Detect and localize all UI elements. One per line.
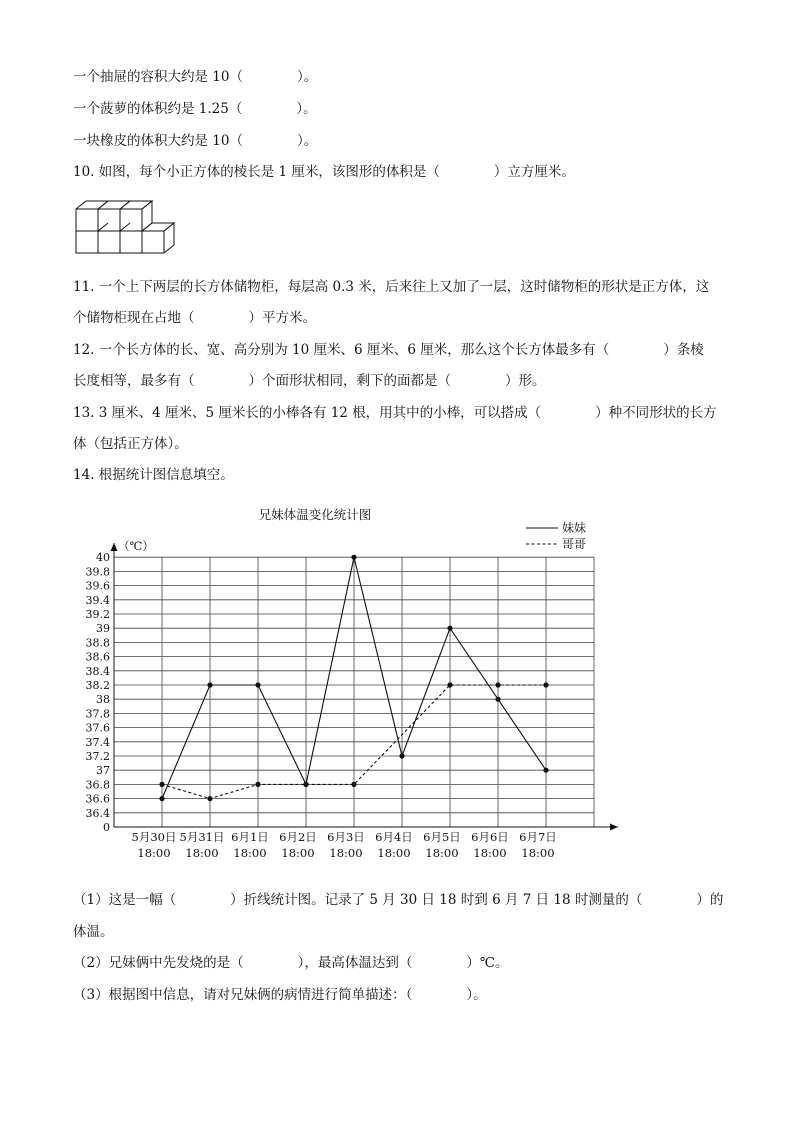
text-line-10: 体（包括正方体）。	[73, 436, 188, 452]
x-tick-label: 18:00	[281, 846, 315, 860]
data-point	[207, 796, 212, 801]
text-line-3: 一块橡皮的体积大约是 10（ ）。	[73, 133, 318, 149]
x-tick-label: 6月4日	[375, 830, 413, 844]
y-tick-label: 37.8	[85, 707, 110, 721]
text-line-9: 13. 3 厘米、4 厘米、5 厘米长的小棒各有 12 根，用其中的小棒，可以搭成（ ）种不同形状的长方	[73, 405, 717, 421]
data-point	[159, 796, 164, 801]
x-tick-label: 18:00	[185, 846, 219, 860]
y-tick-label: 37.4	[85, 735, 110, 749]
y-tick-label: 36.4	[85, 806, 110, 820]
x-axis-arrow	[610, 824, 618, 831]
x-tick-label: 18:00	[329, 846, 363, 860]
y-tick-label: 37.2	[85, 750, 110, 763]
text-line-5: 11. 一个上下两层的长方体储物柜，每层高 0.3 米，后来往上又加了一层，这时储物柜的形状是正方体，这	[73, 279, 710, 295]
x-tick-label: 18:00	[521, 846, 555, 860]
y-tick-label: 37.6	[85, 721, 110, 735]
text-line-11: 14. 根据统计图信息填空。	[73, 467, 234, 483]
x-tick-label: 6月7日	[519, 830, 557, 844]
y-tick-label: 36.8	[85, 778, 110, 792]
y-tick-label: 37	[96, 764, 110, 778]
legend-label-2: 哥哥	[562, 537, 587, 551]
data-point	[495, 682, 500, 687]
y-axis-arrow	[111, 543, 118, 551]
text-line-1: 一个抽屉的容积大约是 10（ ）。	[73, 69, 318, 85]
data-point	[399, 753, 404, 758]
text-line-4: 10. 如图，每个小正方体的棱长是 1 厘米，该图形的体积是（ ）立方厘米。	[73, 164, 575, 180]
text-line-13: 体温。	[73, 924, 114, 940]
text-line-2: 一个菠萝的体积约是 1.25（ ）。	[73, 101, 317, 117]
data-point	[255, 682, 260, 687]
text-line-15: （3）根据图中信息，请对兄妹俩的病情进行简单描述：（ ）。	[73, 987, 487, 1003]
data-point	[351, 555, 356, 560]
x-tick-label: 6月5日	[423, 830, 461, 844]
chart-title: 兄妹体温变化统计图	[258, 507, 372, 522]
data-point	[447, 626, 452, 631]
y-tick-label: 39.4	[85, 593, 110, 607]
y-tick-label: 40	[96, 551, 110, 565]
y-tick-label: 36.6	[85, 792, 110, 806]
text-line-7: 12. 一个长方体的长、宽、高分别为 10 厘米、6 厘米、6 厘米，那么这个长方体最多有（ ）条棱	[73, 342, 704, 358]
y-tick-label: 39.2	[85, 608, 110, 621]
data-point	[255, 782, 260, 787]
y-tick-label: 38.6	[85, 650, 110, 664]
x-tick-label: 18:00	[137, 846, 171, 860]
text-line-8: 长度相等，最多有（ ）个面形状相同，剩下的面都是（ ）形。	[73, 373, 546, 389]
legend-label-1: 妹妹	[562, 521, 587, 535]
x-tick-label: 18:00	[377, 846, 411, 860]
x-tick-label: 6月1日	[231, 830, 269, 844]
data-point	[207, 682, 212, 687]
data-point	[351, 782, 356, 787]
y-axis-label: （℃）	[118, 539, 154, 553]
y-tick-label: 0	[103, 821, 110, 834]
x-tick-label: 6月2日	[279, 830, 317, 844]
data-point	[447, 682, 452, 687]
x-tick-label: 18:00	[425, 846, 459, 860]
data-point	[159, 782, 164, 787]
data-point	[543, 768, 548, 773]
y-tick-label: 39	[96, 622, 110, 636]
x-tick-label: 6月3日	[327, 830, 365, 844]
y-tick-label: 39.8	[85, 565, 110, 579]
x-tick-label: 18:00	[473, 846, 507, 860]
text-line-12: （1）这是一幅（ ）折线统计图。记录了 5 月 30 日 18 时到 6 月 7 日 18 时测量的（ ）的	[73, 892, 724, 908]
y-tick-label: 38.8	[85, 636, 110, 650]
y-tick-label: 38.4	[85, 664, 110, 678]
y-tick-label: 39.6	[85, 579, 110, 593]
x-tick-label: 6月6日	[471, 830, 509, 844]
y-tick-label: 38.2	[85, 679, 110, 692]
text-line-14: （2）兄妹俩中先发烧的是（ ），最高体温达到（ ）℃。	[73, 955, 509, 971]
data-point	[303, 782, 308, 787]
x-tick-label: 5月30日	[131, 830, 177, 844]
data-point	[495, 697, 500, 702]
text-line-6: 个储物柜现在占地（ ）平方米。	[73, 310, 316, 326]
y-tick-label: 38	[96, 693, 110, 707]
x-tick-label: 18:00	[233, 846, 267, 860]
x-tick-label: 5月31日	[179, 830, 225, 844]
data-point	[543, 682, 548, 687]
